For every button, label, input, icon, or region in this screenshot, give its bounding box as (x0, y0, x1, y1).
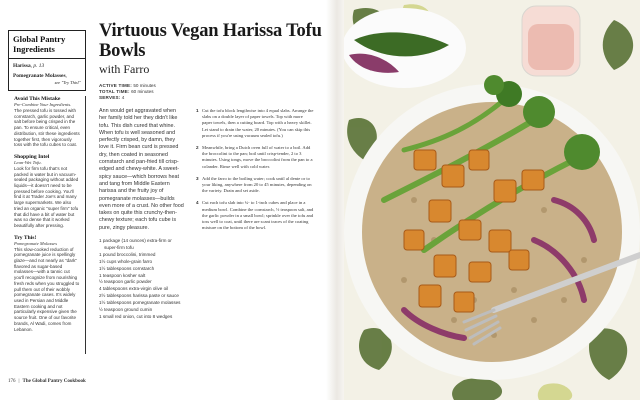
ingredient-list (99, 238, 187, 321)
ingredient-item: 4 tablespoons extra-virgin olive oil (99, 286, 169, 292)
step-text: Meanwhile, bring a Dutch oven full of water to a boil. Add the broccolini to the pan; boil until crisp-tender, 2 to 3 minutes. Using tongs, move the broccolini from the pan to a colander. Rinse well with cold water. (202, 145, 313, 169)
ingredient-item: 1½ tablespoons cornstarch (99, 265, 155, 271)
page-gutter (326, 0, 344, 400)
recipe-meta (99, 83, 156, 101)
pantry-item-name: Pomegranate Molasses (13, 72, 66, 79)
recipe-step (196, 108, 314, 139)
step-number: 2 (196, 145, 199, 151)
tofu-bowl-illustration (344, 0, 640, 400)
ingredient-item: ½ teaspoon garlic powder (99, 279, 152, 285)
ingredient-item: 1 pound broccolini, trimmed (99, 251, 156, 257)
pantry-box-title: Global Pantry Ingredients (13, 34, 66, 54)
tip-block (14, 235, 81, 333)
pantry-item-harissa (13, 63, 81, 69)
ingredient-item: 1 teaspoon kosher salt (99, 272, 146, 278)
recipe-title: Virtuous Vegan Harissa Tofu Bowls (99, 21, 322, 61)
pantry-sidebar (8, 30, 86, 91)
total-time-value: 60 minutes (131, 89, 154, 94)
active-time-label: ACTIVE TIME: (99, 83, 133, 88)
step-text: Add the farro to the boiling water; cook until al dente or to your liking, anywhere from 20 to 45 minutes, depending on the variety. Drain and set aside. (202, 175, 312, 194)
book-title: The Global Pantry Cookbook (22, 379, 86, 384)
step-number: 4 (196, 200, 199, 206)
recipe-step (196, 145, 314, 170)
total-time-label: TOTAL TIME: (99, 89, 130, 94)
ingredient-item: 1½ tablespoons pomegranate molasses (99, 300, 181, 306)
step-text: Cut each tofu slab into ¾- to 1-inch cubes and place in a medium bowl. Combine the cornstarch, ½ teaspoon salt, and the garlic powder in a small bowl; sprinkle over the tofu and toss well to coat, until there are scant traces of the coating mixture on the bottom of the bowl. (202, 200, 314, 231)
ingredient-item: 1 package (14 ounces) extra-firm or (99, 238, 172, 243)
tips-column (14, 96, 86, 354)
page-number: 176 (8, 379, 16, 384)
page-footer (8, 379, 86, 384)
step-number: 1 (196, 108, 199, 113)
ingredient-item: 2½ tablespoons harissa paste or sauce (99, 293, 179, 299)
ingredient-item: ½ teaspoon ground cumin (99, 307, 153, 313)
ingredient-item: 1 small red onion, cut into 8 wedges (99, 313, 173, 319)
tip-body: Look for firm tofu that's not packed in water but in vacuum-sealed packaging without added liquids—it doesn't need to be pressed before cooking. You'll find it at Trader Joe's and many large supermarkets. We also tried an organic "super firm" tofu that did have a bit of water but was so dense that it worked beautifully after pressing. (14, 165, 79, 228)
tip-body: The pressed tofu is tossed with cornstarch, garlic powder, and salt before being crisped in the pan. To ensure critical, even distribution, stir these ingredients together first, then vigorously toss with the tofu cubes to coat. (14, 108, 80, 148)
tip-block (14, 154, 81, 229)
recipe-intro: Ann would get aggravated when her family told her they didn't like tofu. This dish cured that whine. When tofu is well seasoned and perfectly crisped, by damn, they love it. Firm bean curd is pressed dry, then coated in seasoned cornstarch and pan-fried till crisp-edged and chewy-white. A sweet-spicy sauce—which borrows heat and tang from Middle Eastern harissa and the fruity joy of pomegranate molasses—builds even more of a crust. No other food takes on quite this crunchy-then-chewy texture; each tofu cube is pure, zingy pleasure. (99, 108, 184, 231)
pantry-item-page: , p. 13 (30, 63, 45, 70)
ingredient-item: super-firm tofu (99, 244, 134, 250)
footer-separator: | (18, 379, 20, 384)
tip-heading: Try This! (14, 234, 37, 241)
serves-label: SERVES: (99, 95, 121, 100)
divider (9, 58, 85, 59)
pantry-item-page: , (65, 72, 67, 79)
tip-heading: Avoid This Mistake (14, 96, 61, 102)
ingredient-item: 1½ cups whole-grain farro (99, 258, 153, 264)
recipe-subtitle: with Farro (99, 62, 150, 76)
pantry-item-name: Harissa (13, 63, 31, 70)
drink-liquid (528, 24, 574, 70)
serves-value: 4 (121, 95, 125, 100)
recipe-photo (344, 0, 640, 400)
tip-body: This slow-cooked reduction of pomegranate juice is spellingly glaze—and not nearly as "dark" flavored as sugar-based molasses—with a tannic cut you'll recognize from nourishing fresh reds when you struggled to pull them out of their wobbly pomegranate cases. It's widely used in Persian and Middle Eastern cooking and not particularly expensive given the source fruit. One of our favorite brands, Al Wadi, comes from Lebanon. (14, 246, 80, 332)
tip-heading: Shopping Intel (14, 153, 50, 160)
serves (99, 95, 156, 101)
pantry-item-pomegranate (13, 73, 81, 87)
active-time-value: 50 minutes (133, 83, 156, 88)
step-list (196, 108, 314, 237)
recipe-step (196, 200, 314, 231)
tip-subtitle: Lean-Wet Tofu. (14, 160, 42, 166)
step-text: Cut the tofu block lengthwise into 4 equal slabs. Arrange the slabs on a double layer of paper towels. Top with more paper towels, then a cutting board. Top with a heavy skillet. Let stand to drain the water, 20 minutes. (You can skip this process if you're using vacuum sealed tofu.) (202, 108, 314, 138)
pantry-item-note: see "Try This!" (54, 80, 81, 85)
pantry-box (8, 30, 86, 91)
tip-subtitle: Pomegranate Molasses (14, 241, 57, 247)
step-number: 3 (196, 175, 199, 181)
tip-block (14, 96, 81, 148)
tip-subtitle: Pre-Combine Your Ingredients. (14, 102, 72, 108)
recipe-step (196, 176, 314, 195)
